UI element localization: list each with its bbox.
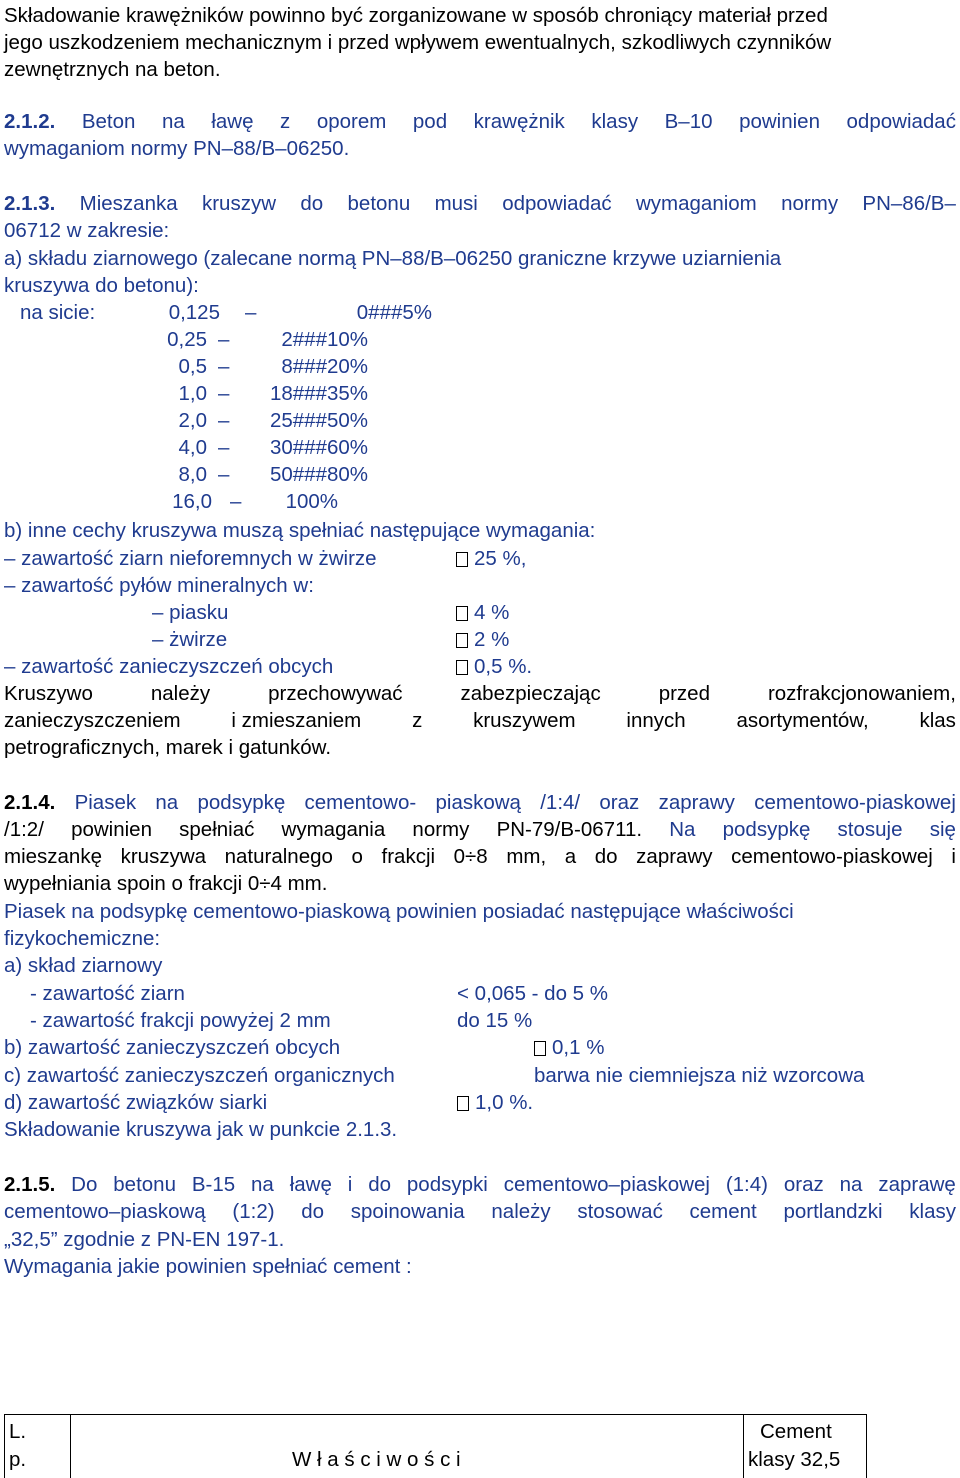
word: klas [919,709,956,732]
table-header-lp-line-1: L. [9,1420,27,1443]
word: Kruszywo [4,682,93,705]
sieve-size: 16,0 [172,490,212,513]
word: asortymentów, [736,709,869,732]
word: powinien [739,110,820,133]
word: 0÷8 [453,845,488,868]
word: (1:4) [725,1173,768,1196]
word: na [161,110,185,133]
word: cement [689,1200,757,1223]
word: naturalnego [224,845,333,868]
word: podsypki [406,1173,488,1196]
sieve-size: 0,25 [167,328,207,351]
word: z [280,110,291,133]
word: wymagania [281,818,386,841]
word: do [368,1173,392,1196]
section-number: 2.1.2. [4,110,56,133]
word: rozfrakcjonowaniem, [767,682,956,705]
word: kruszywa [120,845,207,868]
word: spełniać [179,818,255,841]
word: o [351,845,363,868]
sieve-dash: – [218,328,230,351]
section-2-1-3-line-1 [4,190,956,217]
organic-impurities-value: barwa nie ciemniejsza niż wzorcowa [534,1064,865,1087]
word: normy [781,192,839,215]
table-header-cement [744,1415,867,1478]
req-gravel-label: – żwirze [152,628,228,651]
req-sand-label: – piasku [152,601,229,624]
sieve-size: 4,0 [178,436,207,459]
sieve-dash: – [218,355,230,378]
sieve-range: 50###80% [269,463,368,486]
word: Piasek [74,791,137,814]
word: spoinowania [350,1200,465,1223]
word: musi [434,192,478,215]
word: do [594,845,618,868]
section-2-1-2-line-2: wymaganiom normy PN–88/B–06250. [4,137,350,160]
word: do [300,192,324,215]
req-irregular-grains-value [456,545,526,572]
word: i [347,1173,353,1196]
word: frakcji [381,845,436,868]
sieve-size: 2,0 [178,409,207,432]
word: betonu [347,192,411,215]
table-header-cement-line-2: klasy 32,5 [748,1448,841,1471]
word: stosować [577,1200,663,1223]
sieve-dash: – [245,301,257,324]
word: PN–86/B– [862,192,956,215]
le-symbol-icon [456,606,468,621]
sieve-size: 0,125 [168,301,220,324]
section-2-1-3-line-2: 06712 w zakresie: [4,219,170,242]
value-text: 1,0 %. [475,1091,534,1114]
table-header-properties-label: W ł a ś c i w o ś c i [292,1448,461,1471]
word: Na [669,818,696,841]
word: przed [658,682,710,705]
req-gravel-value [456,626,509,653]
word: betonu [113,1173,176,1196]
word: i [951,845,956,868]
word: cementowo–piaskową [4,1200,206,1223]
organic-impurities-label: c) zawartość zanieczyszczeń organicznych [4,1064,395,1087]
word: klasy [909,1200,956,1223]
value-text: 2 % [474,628,510,651]
grain-content-value: < 0,065 - do 5 % [457,982,609,1005]
foreign-impurities-label: b) zawartość zanieczyszczeń obcych [4,1036,341,1059]
le-symbol-icon [456,660,468,675]
aggregate-storage-line-2 [4,707,956,734]
word: się [929,818,956,841]
word: wymaganiom [635,192,757,215]
word: podsypkę [722,818,811,841]
fraction-content-value: do 15 % [457,1009,533,1032]
le-symbol-icon [534,1041,546,1056]
sieve-range: 2###10% [281,328,368,351]
storage-line-2: jego uszkodzeniem mechanicznym i przed wpływem ewentualnych, szkodliwych czynników [4,31,832,54]
section-2-1-5-line-4: Wymagania jakie powinien spełniać cement : [4,1255,412,1278]
word: kruszywem [473,709,576,732]
sieve-size: 0,5 [178,355,207,378]
word: B–10 [664,110,713,133]
word: należy [491,1200,551,1223]
word: z [412,709,423,732]
word: piaskową [435,791,521,814]
sieve-range: 100% [285,490,338,513]
word: mm, [506,845,547,868]
sieve-dash: – [218,382,230,405]
word: pod [412,110,448,133]
section-number: 2.1.4. [4,791,56,814]
word: zaprawę [878,1173,956,1196]
le-symbol-icon [456,633,468,648]
word: oraz [783,1173,824,1196]
section-2-1-5-line-2 [4,1198,956,1225]
word: B-15 [191,1173,236,1196]
section-number: 2.1.3. [4,192,56,215]
word: odpowiadać [502,192,612,215]
sieve-label: na sicie: [20,301,96,324]
aggregate-storage-line-3: petrograficznych, marek i gatunków. [4,736,332,759]
table-header-lp [5,1415,71,1478]
word: cementowo-piaskowej [754,791,956,814]
req-foreign-impurities-value [456,653,532,680]
word: (1:2) [232,1200,275,1223]
sieve-range: 25###50% [269,409,368,432]
word: Do [71,1173,98,1196]
sieve-range: 18###35% [269,382,368,405]
word: mieszankę [4,845,102,868]
section-2-1-3-line-4: kruszywa do betonu): [4,274,199,297]
req-sand-value [456,599,509,626]
section-2-1-4-line-4: wypełniania spoin o frakcji 0÷4 mm. [4,872,328,895]
word: i zmieszaniem [231,709,362,732]
word: /1:4/ [540,791,581,814]
word: normy [412,818,470,841]
sand-properties-line-1: Piasek na podsypkę cementowo-piaskową powinien posiadać następujące właściwości [4,900,794,923]
sieve-size: 1,0 [178,382,207,405]
sieve-dash: – [218,409,230,432]
word: ławę [289,1173,332,1196]
word: kruszyw [201,192,277,215]
storage-line-1: Składowanie krawężników powinno być zorganizowane w sposób chroniący materiał przed [4,4,828,27]
sieve-size: 8,0 [178,463,207,486]
sand-properties-line-2: fizykochemiczne: [4,927,161,950]
table-header-properties [71,1415,744,1478]
word: do [301,1200,325,1223]
sand-storage-note: Składowanie kruszywa jak w punkcie 2.1.3. [4,1118,398,1141]
word: stosuje [837,818,903,841]
word: oporem [316,110,387,133]
value-text: 0,1 % [552,1036,605,1059]
grain-content-label: - zawartość ziarn [30,982,185,1005]
word: krawężnik [473,110,565,133]
word: na [155,791,179,814]
word: portlandzki [783,1200,883,1223]
word: zanieczyszczeniem [4,709,181,732]
word: zaprawy [636,845,713,868]
word: Mieszanka [79,192,178,215]
req-irregular-grains-label: – zawartość ziarn nieforemnych w żwirze [4,547,377,570]
word: a [564,845,577,868]
fraction-content-label: - zawartość frakcji powyżej 2 mm [30,1009,331,1032]
section-2-1-5-line-3: „32,5” zgodnie z PN-EN 197-1. [4,1228,285,1251]
storage-line-3: zewnętrznych na beton. [4,58,221,81]
sieve-range: 8###20% [281,355,368,378]
aggregate-storage-line-1 [4,680,956,707]
sieve-range: 30###60% [269,436,368,459]
sieve-dash: – [230,490,242,513]
section-2-1-5-line-1 [4,1171,956,1198]
word: zaprawy [658,791,735,814]
table-header-lp-line-2: p. [9,1448,27,1471]
section-2-1-4-line-3 [4,843,956,870]
word: powinien [71,818,152,841]
word: cementowo-piaskowej [731,845,933,868]
req-foreign-impurities-label: – zawartość zanieczyszczeń obcych [4,655,334,678]
le-symbol-icon [456,552,468,567]
sieve-dash: – [218,436,230,459]
value-text: 25 %, [474,547,527,570]
value-text: 0,5 %. [474,655,533,678]
word: PN-79/B-06711. [496,818,643,841]
sulfur-compounds-value [457,1089,533,1116]
sieve-dash: – [218,463,230,486]
sulfur-compounds-label: d) zawartość związków siarki [4,1091,268,1114]
word: na [839,1173,863,1196]
section-2-1-2-line-1 [4,108,956,135]
word: cementowo–piaskowej [503,1173,710,1196]
word: cementowo- [304,791,417,814]
word: Beton [81,110,136,133]
word: odpowiadać [846,110,956,133]
word: zabezpieczając [460,682,601,705]
word: przechowywać [268,682,403,705]
cement-properties-table [4,1414,867,1478]
req-mineral-dust-label: – zawartość pyłów mineralnych w: [4,574,314,597]
word: innych [626,709,686,732]
word: /1:2/ [4,818,44,841]
other-requirements-title: b) inne cechy kruszywa muszą spełniać następujące wymagania: [4,519,596,542]
grain-composition-label: a) skład ziarnowy [4,954,163,977]
table-header-cement-line-1: Cement [760,1420,832,1443]
section-2-1-4-line-2 [4,816,956,843]
le-symbol-icon [457,1096,469,1111]
word: na [251,1173,274,1196]
word: oraz [599,791,640,814]
word: ławę [211,110,254,133]
section-number: 2.1.5. [4,1173,56,1196]
value-text: 4 % [474,601,510,624]
word: podsypkę [197,791,286,814]
word: klasy [591,110,639,133]
sieve-range: 0###5% [356,301,432,324]
section-2-1-3-line-3: a) składu ziarnowego (zalecane normą PN–88/B–06250 graniczne krzywe uziarnienia [4,247,782,270]
foreign-impurities-value [534,1034,604,1061]
word: należy [150,682,211,705]
section-2-1-4-line-1 [4,789,956,816]
